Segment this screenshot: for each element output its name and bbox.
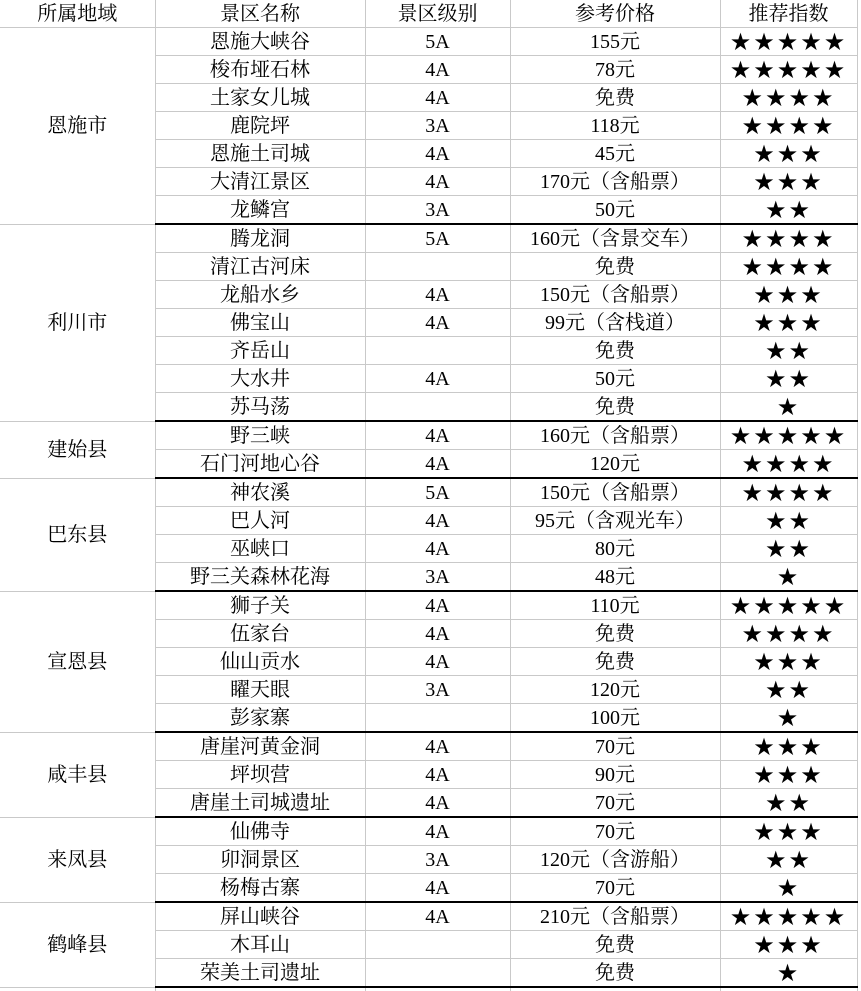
spot-price-cell: 118元	[510, 112, 720, 140]
region-cell: 来凤县	[0, 817, 155, 902]
spot-level-cell: 4A	[365, 761, 510, 789]
star-rating-icons: ★★★	[720, 648, 857, 676]
spot-name-cell: 野三关森林花海	[155, 563, 365, 592]
star-rating-icons: ★★	[720, 676, 857, 704]
spot-name-cell: 卯洞景区	[155, 846, 365, 874]
table-row	[0, 732, 857, 761]
star-rating-icons: ★	[720, 959, 857, 988]
empty-cell	[0, 987, 155, 991]
spot-name-cell: 野三峡	[155, 421, 365, 450]
spot-level-cell	[365, 704, 510, 733]
spot-name-cell: 佛宝山	[155, 309, 365, 337]
spot-name-cell: 龙鳞宫	[155, 196, 365, 225]
spot-price-cell: 150元（含船票）	[510, 478, 720, 507]
spot-level-cell: 3A	[365, 196, 510, 225]
spot-level-cell: 4A	[365, 84, 510, 112]
spot-name-cell: 仙佛寺	[155, 817, 365, 846]
spot-level-cell: 4A	[365, 281, 510, 309]
spot-name-cell: 仙山贡水	[155, 648, 365, 676]
spot-price-cell: 70元	[510, 817, 720, 846]
spot-price-cell: 免费	[510, 337, 720, 365]
table-row	[0, 591, 857, 620]
spot-price-cell: 210元（含船票）	[510, 902, 720, 931]
star-rating-icons: ★★★★	[720, 224, 857, 253]
star-rating-icons: ★★★★★	[720, 28, 857, 56]
spot-level-cell: 4A	[365, 168, 510, 196]
spot-price-cell: 110元	[510, 591, 720, 620]
partial-bottom-row	[0, 987, 857, 991]
spot-price-cell: 78元	[510, 56, 720, 84]
spot-price-cell: 80元	[510, 535, 720, 563]
spot-level-cell: 5A	[365, 224, 510, 253]
star-rating-icons: ★★★★★	[720, 56, 857, 84]
spot-name-cell: 巫峡口	[155, 535, 365, 563]
spot-price-cell: 120元	[510, 450, 720, 479]
empty-cell	[155, 987, 365, 991]
region-cell: 恩施市	[0, 28, 155, 225]
star-rating-icons: ★★	[720, 846, 857, 874]
star-rating-icons: ★★★	[720, 931, 857, 959]
spot-price-cell: 免费	[510, 959, 720, 988]
region-cell: 巴东县	[0, 478, 155, 591]
spot-level-cell: 3A	[365, 846, 510, 874]
spot-level-cell: 4A	[365, 902, 510, 931]
column-header: 景区级别	[365, 0, 510, 28]
star-rating-icons: ★★★★	[720, 112, 857, 140]
spot-price-cell: 50元	[510, 196, 720, 225]
spot-price-cell: 100元	[510, 704, 720, 733]
spot-level-cell: 4A	[365, 309, 510, 337]
spot-name-cell: 木耳山	[155, 931, 365, 959]
spot-name-cell: 鹿院坪	[155, 112, 365, 140]
spot-name-cell: 清江古河床	[155, 253, 365, 281]
column-header: 推荐指数	[720, 0, 857, 28]
spot-price-cell: 70元	[510, 789, 720, 818]
spot-price-cell: 150元（含船票）	[510, 281, 720, 309]
column-header: 所属地域	[0, 0, 155, 28]
spot-level-cell: 4A	[365, 817, 510, 846]
spot-name-cell: 石门河地心谷	[155, 450, 365, 479]
spot-name-cell: 屏山峡谷	[155, 902, 365, 931]
spot-price-cell: 免费	[510, 648, 720, 676]
spot-level-cell: 4A	[365, 648, 510, 676]
spot-name-cell: 杨梅古寨	[155, 874, 365, 903]
spot-level-cell: 4A	[365, 140, 510, 168]
spot-level-cell: 4A	[365, 874, 510, 903]
star-rating-icons: ★★★★	[720, 84, 857, 112]
star-rating-icons: ★★★	[720, 140, 857, 168]
star-rating-icons: ★★★	[720, 761, 857, 789]
column-header: 参考价格	[510, 0, 720, 28]
star-rating-icons: ★★	[720, 789, 857, 818]
spot-name-cell: 恩施土司城	[155, 140, 365, 168]
spot-price-cell: 155元	[510, 28, 720, 56]
table-row	[0, 902, 857, 931]
star-rating-icons: ★★★★	[720, 620, 857, 648]
star-rating-icons: ★	[720, 874, 857, 903]
empty-cell	[720, 987, 857, 991]
spot-name-cell: 荣美土司遗址	[155, 959, 365, 988]
table-row	[0, 224, 857, 253]
empty-cell	[510, 987, 720, 991]
spot-level-cell	[365, 337, 510, 365]
spot-price-cell: 160元（含景交车）	[510, 224, 720, 253]
spot-level-cell	[365, 931, 510, 959]
star-rating-icons: ★★	[720, 507, 857, 535]
spot-price-cell: 70元	[510, 732, 720, 761]
spot-name-cell: 神农溪	[155, 478, 365, 507]
spot-name-cell: 狮子关	[155, 591, 365, 620]
column-header: 景区名称	[155, 0, 365, 28]
spot-level-cell: 3A	[365, 563, 510, 592]
spot-name-cell: 坪坝营	[155, 761, 365, 789]
star-rating-icons: ★★★	[720, 281, 857, 309]
star-rating-icons: ★★★	[720, 309, 857, 337]
table-row	[0, 478, 857, 507]
spot-level-cell: 4A	[365, 450, 510, 479]
spot-price-cell: 50元	[510, 365, 720, 393]
spot-name-cell: 唐崖河黄金洞	[155, 732, 365, 761]
star-rating-icons: ★★★	[720, 168, 857, 196]
spot-price-cell: 120元（含游船）	[510, 846, 720, 874]
spot-level-cell: 4A	[365, 732, 510, 761]
region-cell: 利川市	[0, 224, 155, 421]
spot-price-cell: 99元（含栈道）	[510, 309, 720, 337]
star-rating-icons: ★★★★	[720, 253, 857, 281]
spot-level-cell: 4A	[365, 365, 510, 393]
spot-price-cell: 45元	[510, 140, 720, 168]
star-rating-icons: ★★★★★	[720, 591, 857, 620]
table-row	[0, 28, 857, 56]
table-row	[0, 421, 857, 450]
spot-level-cell: 4A	[365, 56, 510, 84]
star-rating-icons: ★★★★	[720, 450, 857, 479]
spot-name-cell: 梭布垭石林	[155, 56, 365, 84]
star-rating-icons: ★★★★★	[720, 902, 857, 931]
spot-price-cell: 160元（含船票）	[510, 421, 720, 450]
star-rating-icons: ★	[720, 563, 857, 592]
star-rating-icons: ★★★	[720, 817, 857, 846]
header-row	[0, 0, 857, 28]
spot-price-cell: 48元	[510, 563, 720, 592]
spot-price-cell: 免费	[510, 393, 720, 422]
star-rating-icons: ★★	[720, 196, 857, 225]
spot-level-cell	[365, 393, 510, 422]
table-row	[0, 817, 857, 846]
spot-level-cell: 3A	[365, 112, 510, 140]
spot-name-cell: 腾龙洞	[155, 224, 365, 253]
spot-level-cell: 4A	[365, 789, 510, 818]
spot-level-cell	[365, 959, 510, 988]
region-cell: 鹤峰县	[0, 902, 155, 987]
spot-level-cell: 5A	[365, 478, 510, 507]
star-rating-icons: ★★	[720, 365, 857, 393]
spot-name-cell: 恩施大峡谷	[155, 28, 365, 56]
spot-price-cell: 170元（含船票）	[510, 168, 720, 196]
spot-name-cell: 龙船水乡	[155, 281, 365, 309]
spot-price-cell: 90元	[510, 761, 720, 789]
spot-level-cell: 4A	[365, 507, 510, 535]
spot-name-cell: 苏马荡	[155, 393, 365, 422]
spot-name-cell: 土家女儿城	[155, 84, 365, 112]
spot-price-cell: 70元	[510, 874, 720, 903]
empty-cell	[365, 987, 510, 991]
region-cell: 建始县	[0, 421, 155, 478]
spot-name-cell: 齐岳山	[155, 337, 365, 365]
spot-level-cell: 5A	[365, 28, 510, 56]
star-rating-icons: ★	[720, 704, 857, 733]
spot-name-cell: 大清江景区	[155, 168, 365, 196]
spot-level-cell: 4A	[365, 591, 510, 620]
spot-level-cell: 4A	[365, 535, 510, 563]
star-rating-icons: ★★★	[720, 732, 857, 761]
spot-price-cell: 免费	[510, 931, 720, 959]
spot-name-cell: 伍家台	[155, 620, 365, 648]
spot-name-cell: 唐崖土司城遗址	[155, 789, 365, 818]
spot-price-cell: 120元	[510, 676, 720, 704]
star-rating-icons: ★★	[720, 535, 857, 563]
star-rating-icons: ★★★★★	[720, 421, 857, 450]
spot-price-cell: 95元（含观光车）	[510, 507, 720, 535]
spot-level-cell: 4A	[365, 620, 510, 648]
region-cell: 咸丰县	[0, 732, 155, 817]
spot-level-cell	[365, 253, 510, 281]
spot-price-cell: 免费	[510, 253, 720, 281]
star-rating-icons: ★	[720, 393, 857, 422]
spot-name-cell: 彭家寨	[155, 704, 365, 733]
spot-name-cell: 巴人河	[155, 507, 365, 535]
spot-level-cell: 4A	[365, 421, 510, 450]
star-rating-icons: ★★	[720, 337, 857, 365]
spot-name-cell: 矅天眼	[155, 676, 365, 704]
spot-name-cell: 大水井	[155, 365, 365, 393]
spot-price-cell: 免费	[510, 84, 720, 112]
spot-level-cell: 3A	[365, 676, 510, 704]
region-cell: 宣恩县	[0, 591, 155, 732]
spot-price-cell: 免费	[510, 620, 720, 648]
star-rating-icons: ★★★★	[720, 478, 857, 507]
